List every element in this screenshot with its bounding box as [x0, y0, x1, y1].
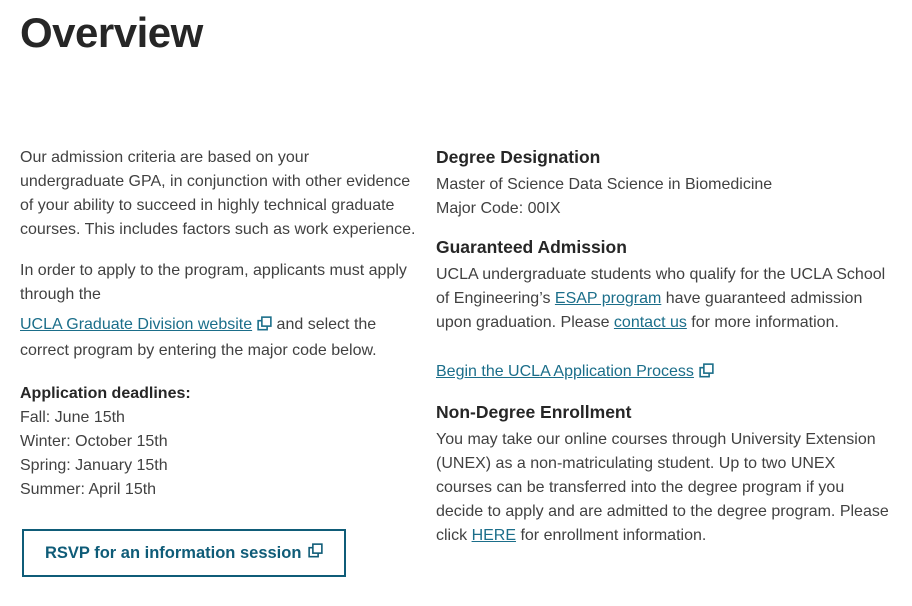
guaranteed-admission-heading: Guaranteed Admission [436, 237, 627, 257]
guaranteed-text-2: have guaranteed admission upon graduation. Please [436, 290, 863, 331]
external-link-icon [699, 362, 714, 386]
major-code: Major Code: 00IX [436, 200, 561, 217]
here-link[interactable]: HERE [471, 527, 517, 544]
admission-criteria-paragraph: Our admission criteria are based on your undergraduate GPA, in conjunction with other evidence of your ability to succeed in highly technical graduate courses. This includes factors such as work experience. [20, 149, 416, 238]
page-title: Overview [20, 9, 203, 56]
guaranteed-admission-text [436, 263, 894, 335]
deadline-spring: Spring: January 15th [20, 457, 168, 474]
grad-division-suffix-text: and select the correct program by entering the major code below. [20, 316, 377, 359]
deadlines-heading: Application deadlines: [20, 385, 191, 402]
content-columns [20, 146, 894, 577]
degree-name: Master of Science Data Science in Biomedicine [436, 176, 773, 193]
left-column [20, 146, 416, 577]
non-degree-text-2: for enrollment information. [516, 527, 707, 544]
application-process-row [436, 360, 894, 386]
non-degree-text [436, 428, 894, 548]
deadline-summer: Summer: April 15th [20, 481, 157, 498]
esap-program-link[interactable]: ESAP program [554, 290, 662, 307]
contact-us-link[interactable]: contact us [613, 314, 687, 331]
degree-designation-heading: Degree Designation [436, 147, 601, 167]
grad-division-paragraph [20, 313, 416, 363]
apply-instructions-paragraph: In order to apply to the program, applicants must apply through the [20, 262, 407, 303]
application-deadlines [20, 382, 416, 502]
external-link-icon [308, 543, 323, 563]
ucla-graduate-division-link[interactable]: UCLA Graduate Division website [20, 316, 253, 333]
rsvp-button[interactable] [22, 529, 346, 577]
deadline-fall: Fall: June 15th [20, 409, 125, 426]
deadline-winter: Winter: October 15th [20, 433, 168, 450]
external-link-icon [257, 315, 272, 339]
non-degree-text-1: You may take our online courses through University Extension (UNEX) as a non-matriculating student. Up to two UNEX courses can be transferred into the degree program if you decide to apply and are admitted to the degree program. Please click [436, 431, 889, 544]
guaranteed-text-3: for more information. [686, 314, 839, 331]
rsvp-button-label: RSVP for an information session [45, 544, 302, 562]
degree-designation-text [436, 173, 894, 221]
begin-application-link[interactable]: Begin the UCLA Application Process [436, 363, 694, 380]
guaranteed-text-1: UCLA undergraduate students who qualify for the UCLA School of Engineering’s [436, 266, 886, 307]
non-degree-enrollment-heading: Non-Degree Enrollment [436, 402, 632, 422]
right-column [436, 146, 894, 577]
